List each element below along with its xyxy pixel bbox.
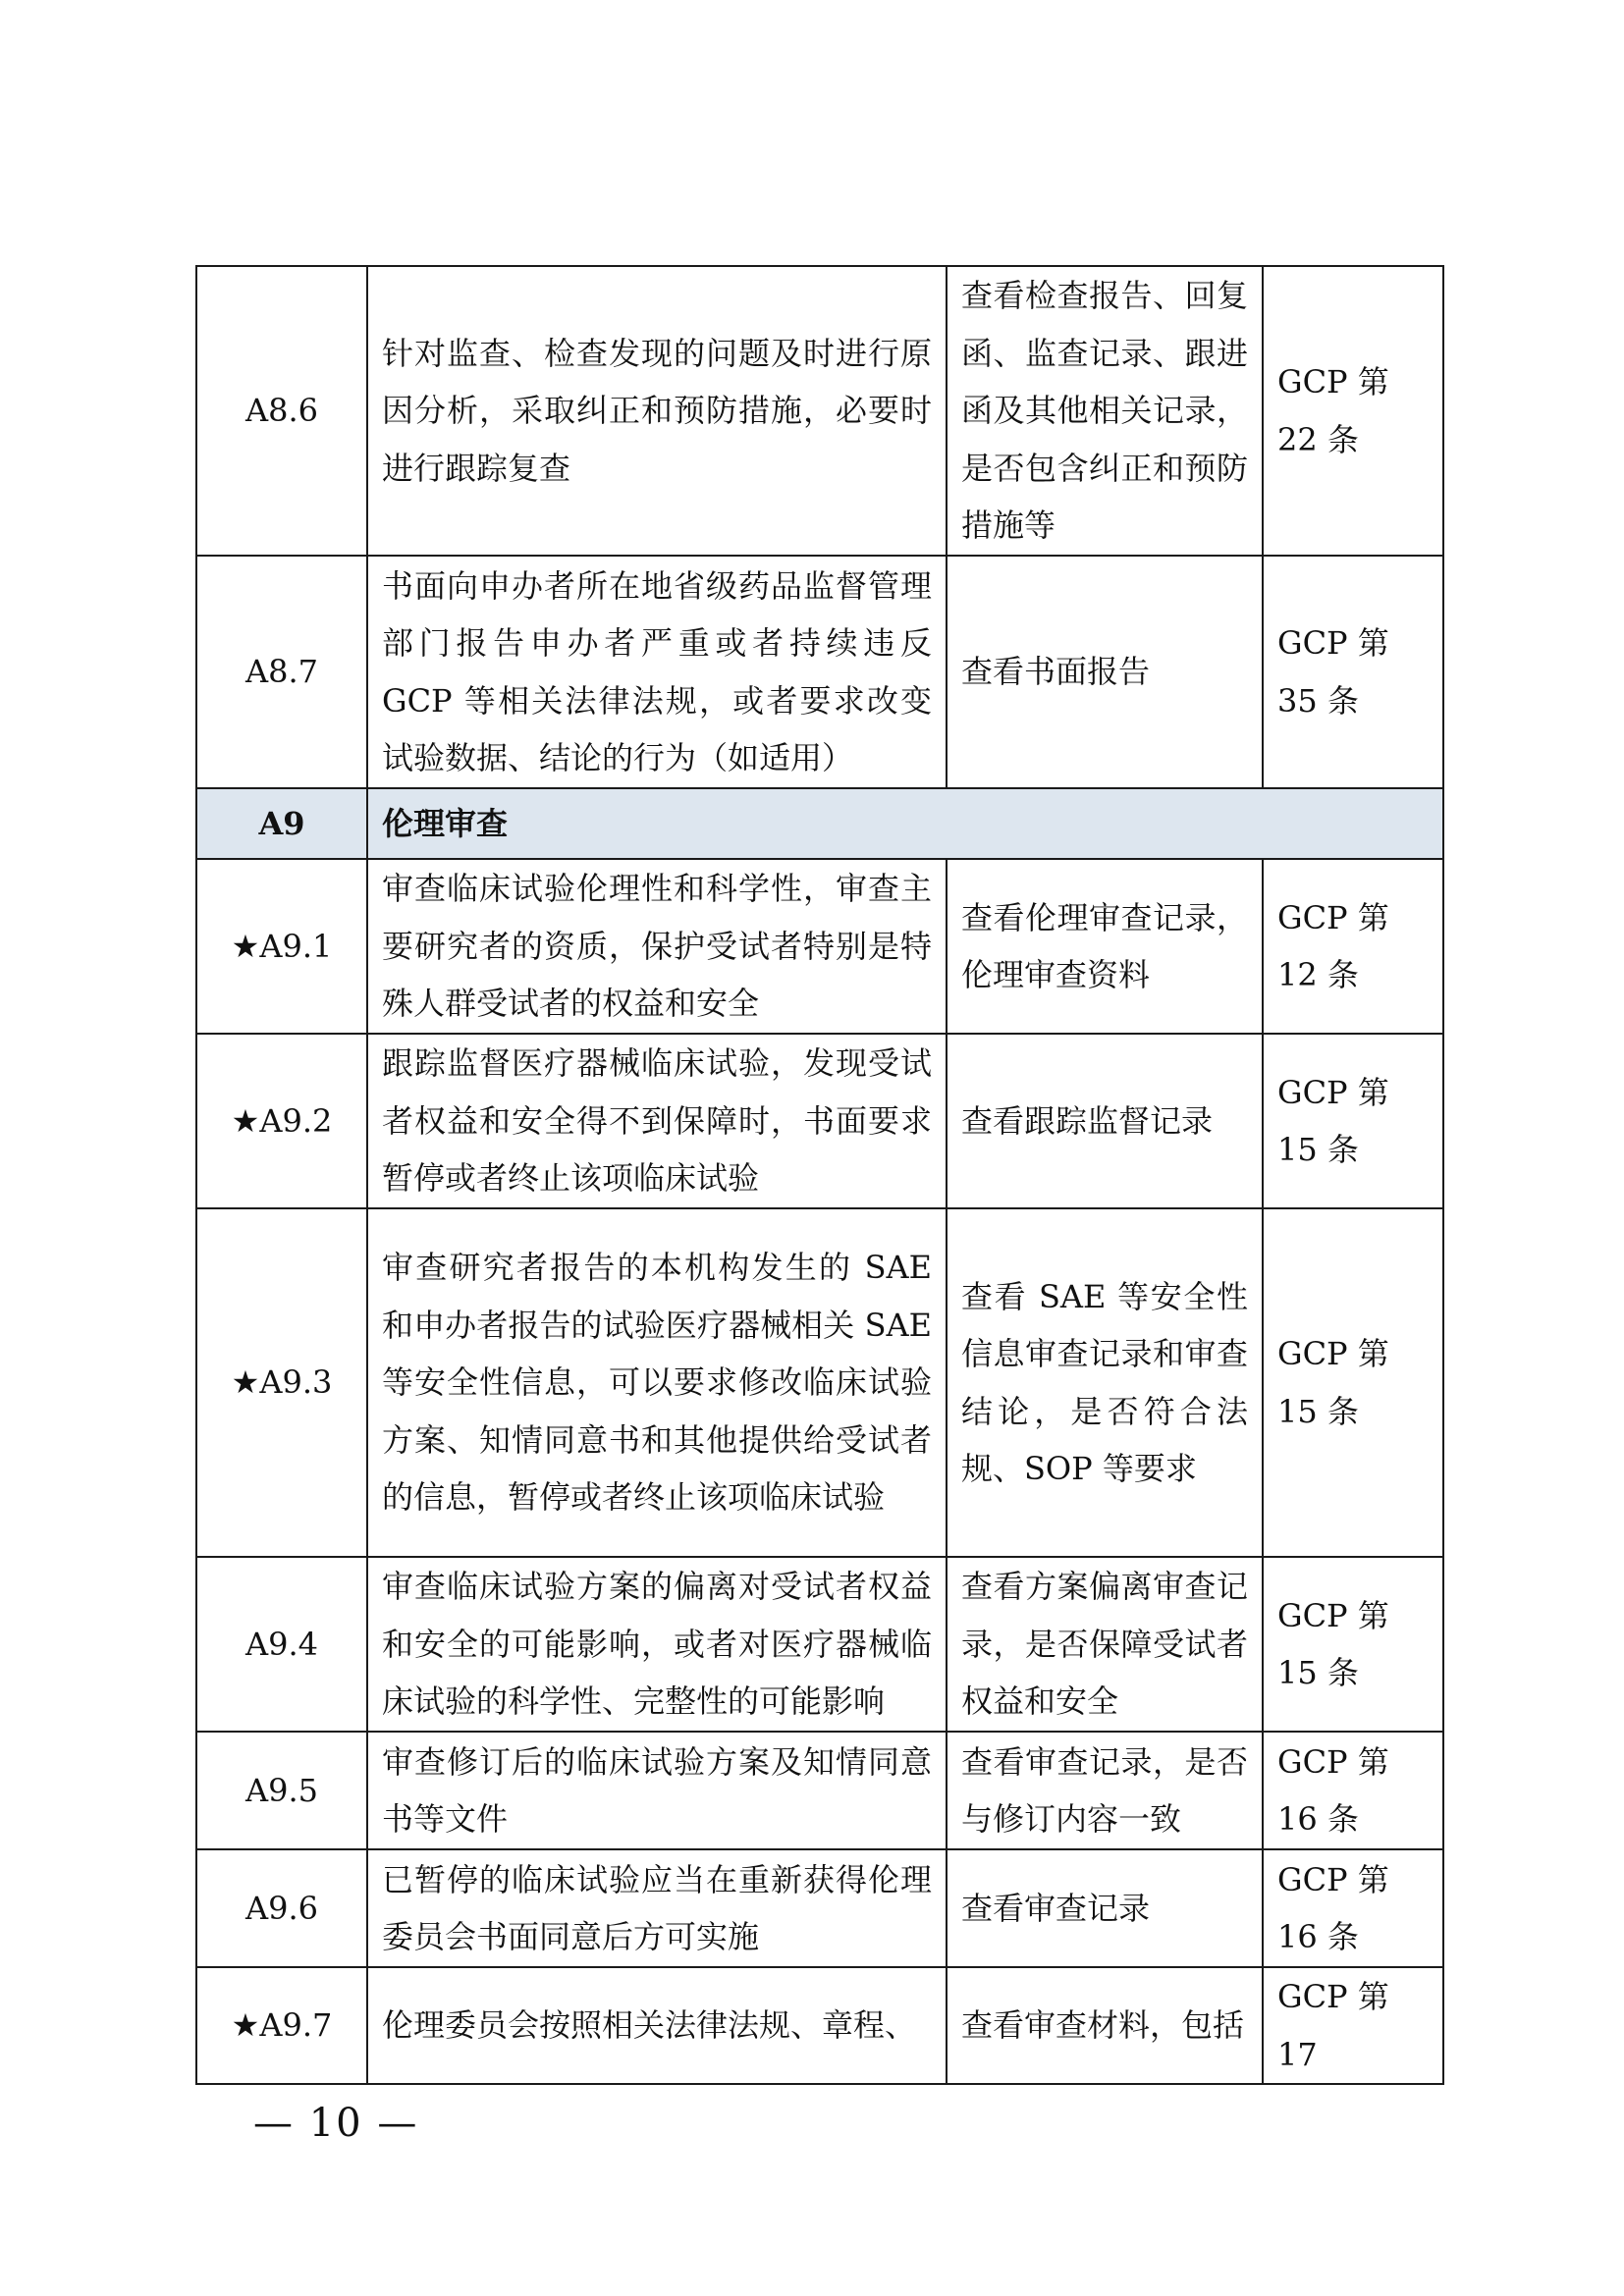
inspection-item: 针对监查、检查发现的问题及时进行原因分析，采取纠正和预防措施，必要时进行跟踪复查 [367, 266, 947, 556]
section-id: A9 [196, 788, 367, 859]
inspection-method: 查看审查材料，包括 [947, 1967, 1263, 2084]
inspection-method: 查看书面报告 [947, 556, 1263, 788]
table-row [196, 1732, 1443, 1849]
regulation-basis: GCP 第 35 条 [1263, 556, 1443, 788]
regulation-basis: GCP 第 15 条 [1263, 1208, 1443, 1557]
regulation-basis: GCP 第 22 条 [1263, 266, 1443, 556]
regulation-basis: GCP 第 17 [1263, 1967, 1443, 2084]
item-id: A9.5 [196, 1732, 367, 1849]
item-id: ★A9.7 [196, 1967, 367, 2084]
table-row [196, 1849, 1443, 1967]
item-id: ★A9.3 [196, 1208, 367, 1557]
section-title: 伦理审查 [367, 788, 1443, 859]
inspection-method: 查看检查报告、回复函、监查记录、跟进函及其他相关记录，是否包含纠正和预防措施等 [947, 266, 1263, 556]
inspection-checklist-table [195, 265, 1444, 2085]
item-id: ★A9.1 [196, 859, 367, 1034]
inspection-item: 审查临床试验伦理性和科学性，审查主要研究者的资质，保护受试者特别是特殊人群受试者的权益和安全 [367, 859, 947, 1034]
page-number: — 10 — [253, 2101, 419, 2146]
item-id: A9.6 [196, 1849, 367, 1967]
inspection-item: 书面向申办者所在地省级药品监督管理部门报告申办者严重或者持续违反 GCP 等相关法律法规，或者要求改变试验数据、结论的行为（如适用） [367, 556, 947, 788]
regulation-basis: GCP 第 16 条 [1263, 1849, 1443, 1967]
table-row [196, 1208, 1443, 1557]
item-id: A9.4 [196, 1557, 367, 1732]
inspection-item: 伦理委员会按照相关法律法规、章程、 [367, 1967, 947, 2084]
table-row [196, 266, 1443, 556]
inspection-method: 查看审查记录 [947, 1849, 1263, 1967]
section-header-row [196, 788, 1443, 859]
item-id: A8.7 [196, 556, 367, 788]
inspection-item: 跟踪监督医疗器械临床试验，发现受试者权益和安全得不到保障时，书面要求暂停或者终止该项临床试验 [367, 1034, 947, 1208]
inspection-method: 查看审查记录，是否与修订内容一致 [947, 1732, 1263, 1849]
inspection-method: 查看方案偏离审查记录，是否保障受试者权益和安全 [947, 1557, 1263, 1732]
inspection-method: 查看 SAE 等安全性信息审查记录和审查结论，是否符合法规、SOP 等要求 [947, 1208, 1263, 1557]
table-row [196, 1557, 1443, 1732]
item-id: A8.6 [196, 266, 367, 556]
regulation-basis: GCP 第 12 条 [1263, 859, 1443, 1034]
table-row [196, 859, 1443, 1034]
table-row [196, 1967, 1443, 2084]
item-id: ★A9.2 [196, 1034, 367, 1208]
inspection-item: 审查修订后的临床试验方案及知情同意书等文件 [367, 1732, 947, 1849]
inspection-method: 查看伦理审查记录，伦理审查资料 [947, 859, 1263, 1034]
table-row [196, 1034, 1443, 1208]
regulation-basis: GCP 第 15 条 [1263, 1034, 1443, 1208]
table-row [196, 556, 1443, 788]
inspection-method: 查看跟踪监督记录 [947, 1034, 1263, 1208]
regulation-basis: GCP 第 15 条 [1263, 1557, 1443, 1732]
inspection-item: 审查研究者报告的本机构发生的 SAE 和申办者报告的试验医疗器械相关 SAE 等安全性信息，可以要求修改临床试验方案、知情同意书和其他提供给受试者的信息，暂停或者终止该项临床试验 [367, 1208, 947, 1557]
inspection-item: 已暂停的临床试验应当在重新获得伦理委员会书面同意后方可实施 [367, 1849, 947, 1967]
inspection-item: 审查临床试验方案的偏离对受试者权益和安全的可能影响，或者对医疗器械临床试验的科学性、完整性的可能影响 [367, 1557, 947, 1732]
regulation-basis: GCP 第 16 条 [1263, 1732, 1443, 1849]
